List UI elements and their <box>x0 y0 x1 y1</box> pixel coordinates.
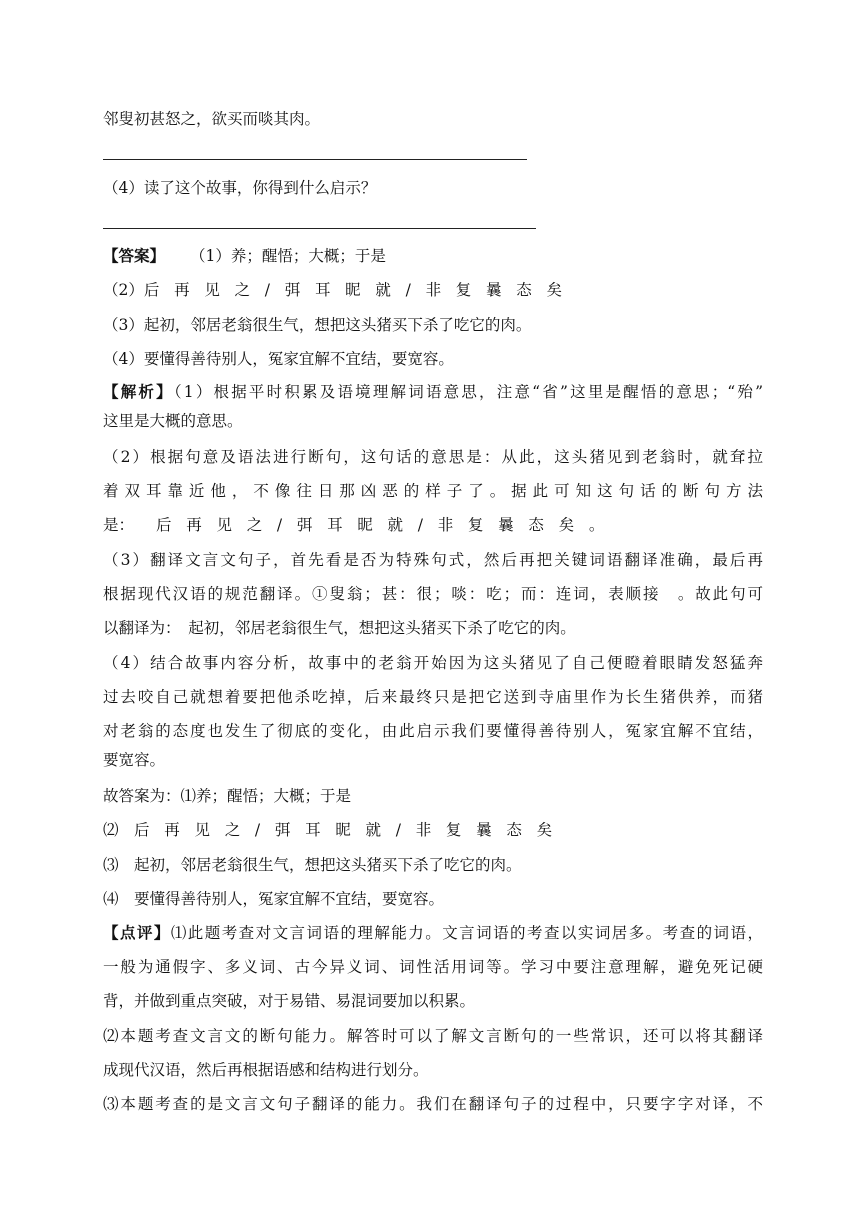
answer-2-prefix: （2） <box>103 281 144 299</box>
answer-blank-line-3 <box>103 159 527 160</box>
answer-1: （1）养；醒悟；大概；于是 <box>189 247 386 265</box>
analysis-2-suffix: 。 <box>588 516 605 534</box>
comment-1-part-1: ⑴此题考查对文言词语的理解能力。文言词语的考查以实词居多。考查的词语， <box>170 924 763 942</box>
answer-4: （4）要懂得善待别人，冤家宜解不宜结，要宽容。 <box>103 350 454 368</box>
comment-3-line-1: ⑶本题考查的是文言文句子翻译的能力。我们在翻译句子的过程中，只要字字对译，不 <box>103 1095 763 1113</box>
comment-1-line-2: 一般为通假字、多义词、古今异义词、词性活用词等。学习中要注意理解，避免死记硬 <box>103 958 763 976</box>
analysis-label: 【解析】 <box>103 382 174 401</box>
analysis-4-line-4: 要宽容。 <box>103 751 166 769</box>
analysis-3-line-3: 以翻译为： 起初，邻居老翁很生气，想把这头猪买下杀了吃它的肉。 <box>103 619 576 637</box>
analysis-3-line-2: 根据现代汉语的规范翻译。①叟翁；甚：很；啖：吃；而：连词，表顺接 。故此句可 <box>103 585 763 603</box>
analysis-2-line-3 <box>103 515 763 535</box>
final-2-segmentation: 后再见之/弭耳昵就/非复曩态矣 <box>134 821 567 839</box>
answer-line-1 <box>103 246 763 266</box>
analysis-2-line-2: 着双耳靠近他，不像往日那凶恶的样子了。据此可知这句话的断句方法 <box>103 482 763 500</box>
analysis-2-prefix: 是： <box>103 516 135 534</box>
comment-line-1 <box>103 923 763 943</box>
q4-prompt: （4）读了这个故事，你得到什么启示？ <box>103 179 377 197</box>
comment-2-line-1: ⑵本题考查文言文的断句能力。解答时可以了解文言断句的一些常识，还可以将其翻译 <box>103 1027 763 1045</box>
analysis-line-1 <box>103 382 763 402</box>
final-2-prefix: ⑵ <box>103 821 135 839</box>
comment-1-line-3: 背，并做到重点突破，对于易错、易混词要加以积累。 <box>103 992 476 1010</box>
answer-blank-line-4 <box>103 228 536 229</box>
answer-2-segmentation: 后再见之/弭耳昵就/非复曩态矣 <box>143 281 577 299</box>
analysis-1-part-2: 这里是大概的意思。 <box>103 412 243 430</box>
answer-line-2 <box>103 280 763 300</box>
answer-3: （3）起初，邻居老翁很生气，想把这头猪买下杀了吃它的肉。 <box>103 316 532 334</box>
q3-source-sentence: 邻叟初甚怒之，欲买而啖其肉。 <box>103 110 321 128</box>
analysis-4-line-1: （4）结合故事内容分析，故事中的老翁开始因为这头猪见了自己便瞪着眼睛发怒猛奔 <box>103 654 763 672</box>
final-answer-intro: 故答案为：⑴养；醒悟；大概；于是 <box>103 787 352 805</box>
analysis-2-line-1: （2）根据句意及语法进行断句，这句话的意思是：从此，这头猪见到老翁时，就耷拉 <box>103 448 763 466</box>
final-answer-4: ⑷ 要懂得善待别人，冤家宜解不宜结，要宽容。 <box>103 890 445 908</box>
comment-2-line-2: 成现代汉语，然后再根据语感和结构进行划分。 <box>103 1061 429 1079</box>
analysis-4-line-3: 对老翁的态度也发生了彻底的变化，由此启示我们要懂得善待别人，冤家宜解不宜结， <box>103 722 763 740</box>
analysis-4-line-2: 过去咬自己就想着要把他杀吃掉，后来最终只是把它送到寺庙里作为长生猪供养，而猪 <box>103 688 763 706</box>
analysis-1-part-1: （1）根据平时积累及语境理解词语意思，注意“省”这里是醒悟的意思；“殆” <box>173 383 763 401</box>
comment-label: 【点评】 <box>103 923 171 942</box>
analysis-2-segmentation: 后再见之/弭耳昵就/非复曩态矣 <box>156 516 589 534</box>
final-answer-2 <box>103 820 763 840</box>
analysis-3-line-1: （3）翻译文言文句子，首先看是否为特殊句式，然后再把关键词语翻译准确，最后再 <box>103 551 763 569</box>
final-answer-3: ⑶ 起初，邻居老翁很生气，想把这头猪买下杀了吃它的肉。 <box>103 856 522 874</box>
answer-label: 【答案】 <box>103 246 166 265</box>
